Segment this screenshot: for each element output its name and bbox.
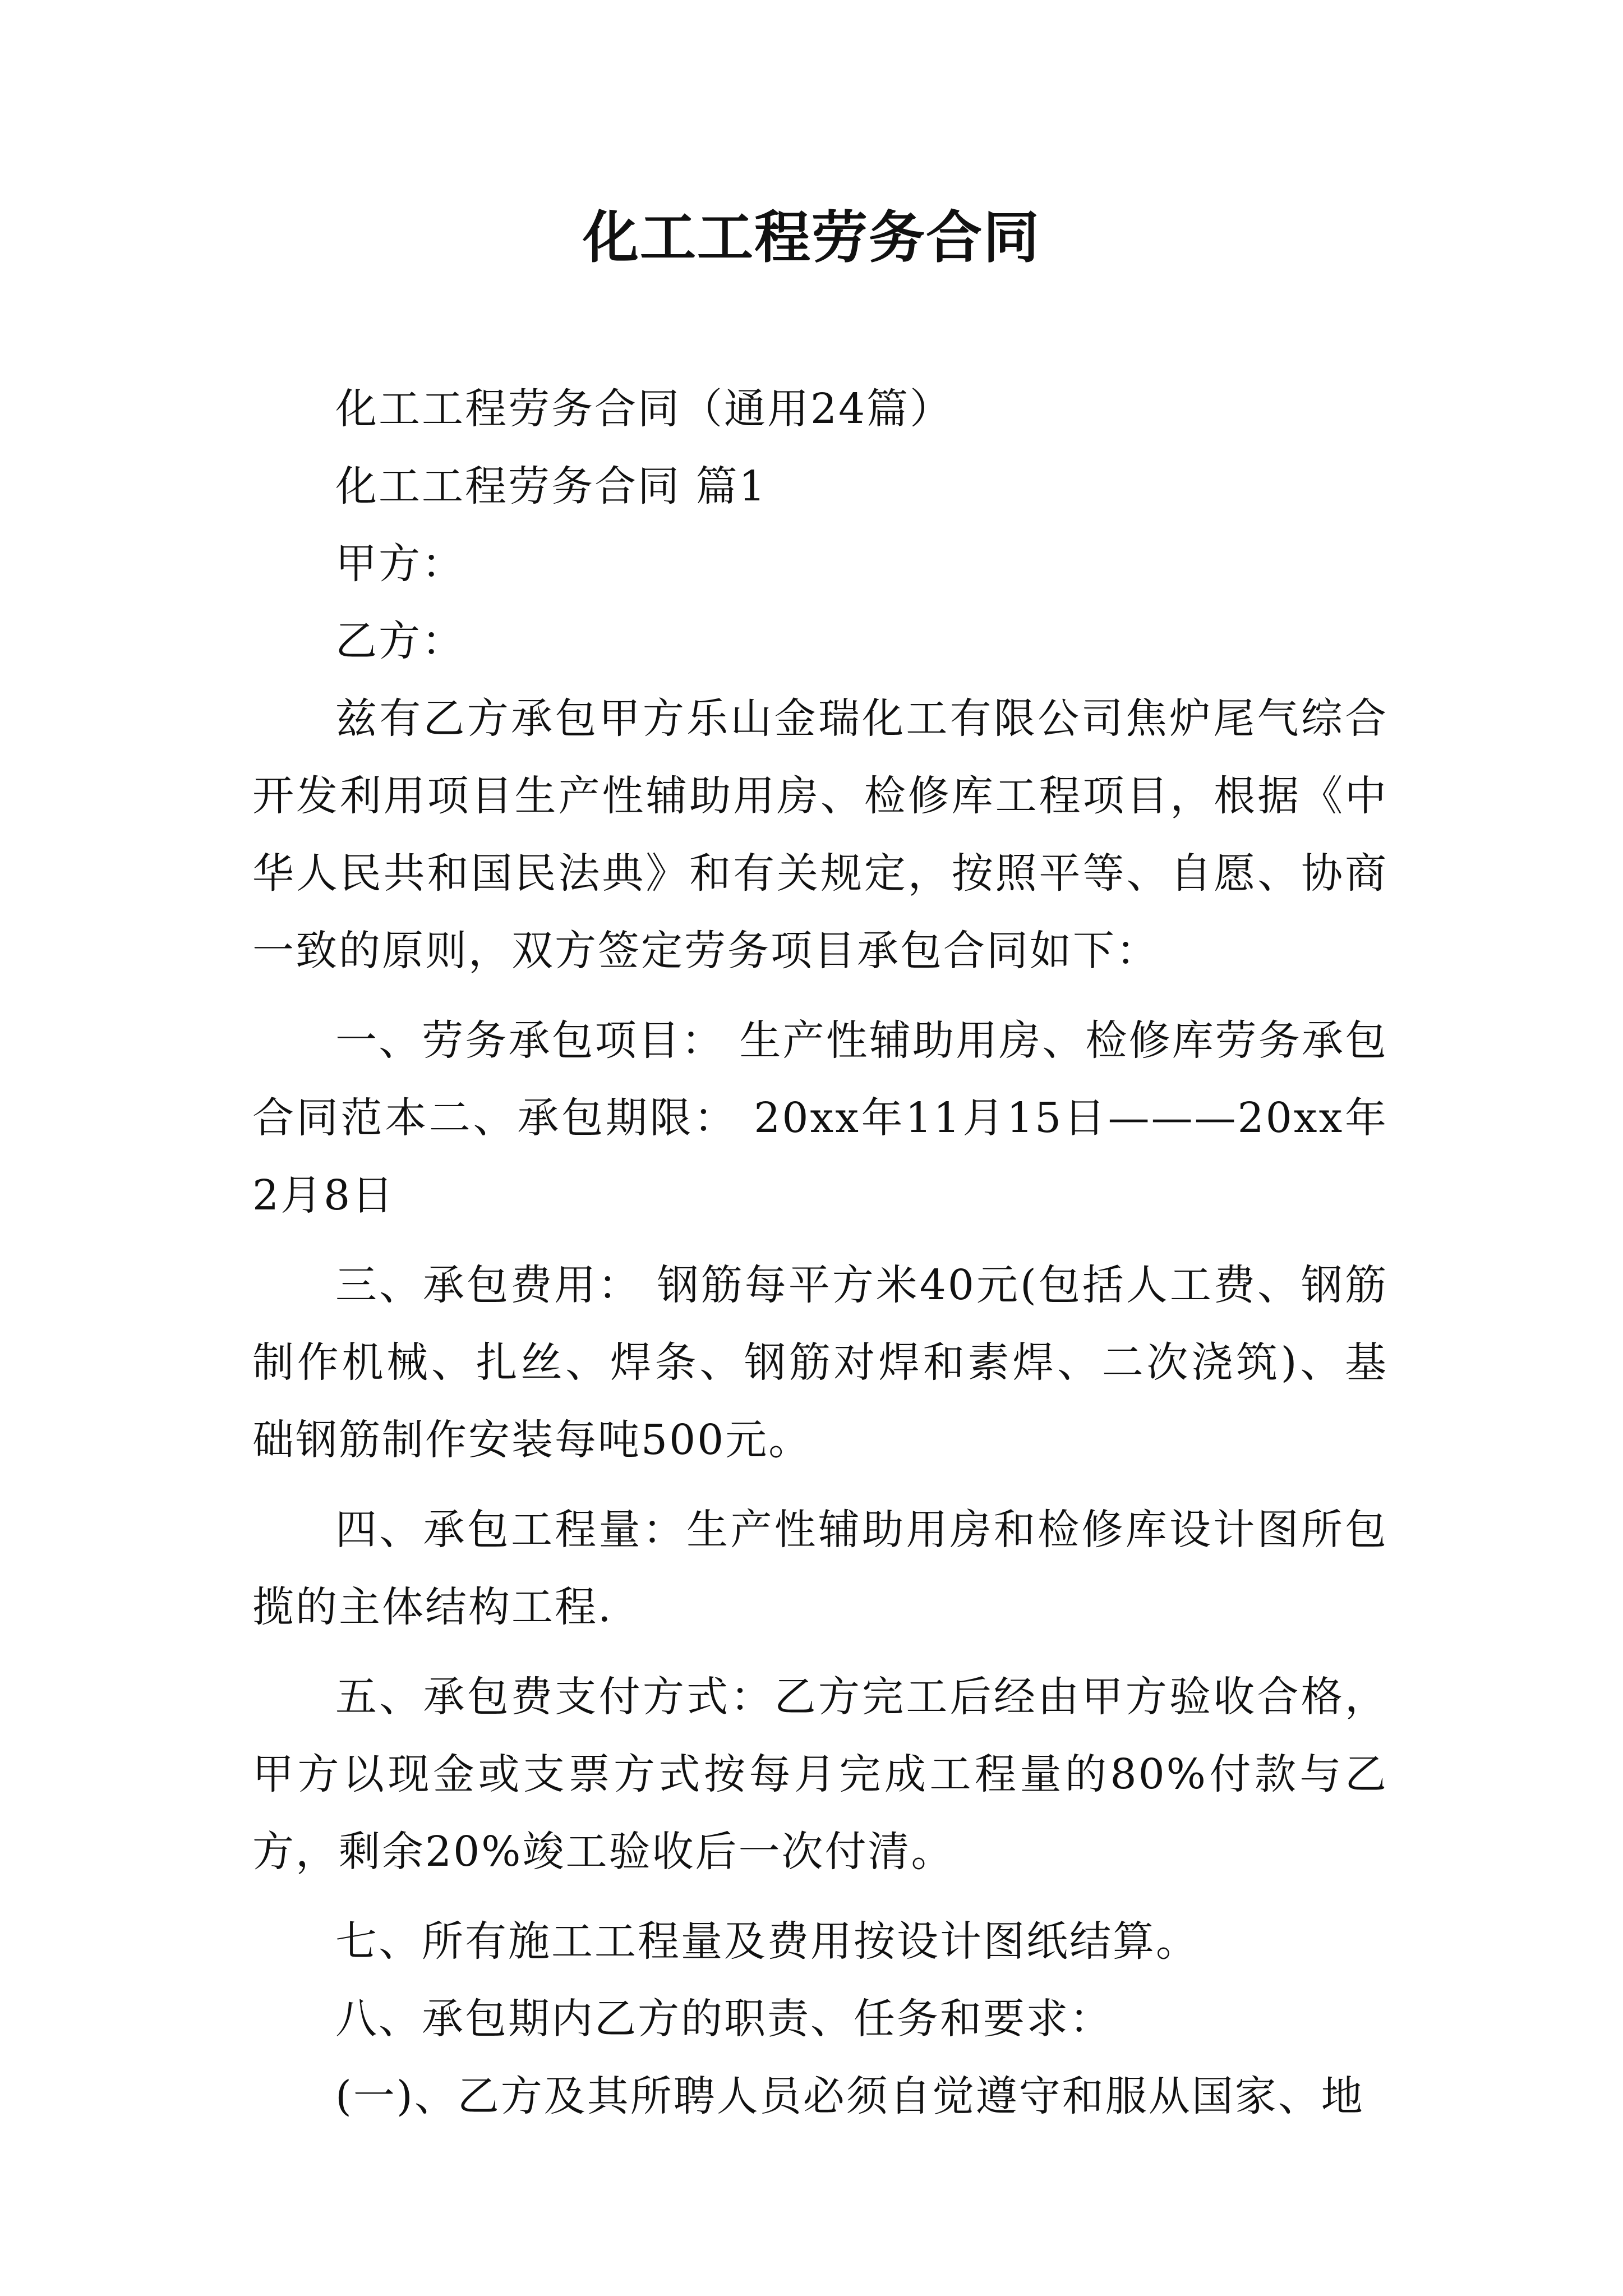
paragraph-clause-4: 四、承包工程量：生产性辅助用房和检修库设计图所包揽的主体结构工程. [252, 1506, 1388, 1631]
paragraph-section-heading: 化工工程劳务合同 篇1 [335, 462, 767, 510]
paragraph-preamble: 兹有乙方承包甲方乐山金瑞化工有限公司焦炉尾气综合开发利用项目生产性辅助用房、检修库工程项目，根据《中华人民共和国民法典》和有关规定，按照平等、自愿、协商一致的原则，双方签定劳务项目承包合同如下： [252, 694, 1388, 975]
document-body [252, 370, 1388, 2135]
document-title: 化工工程劳务合同 [583, 204, 1040, 270]
paragraph-clause-1: 一、劳务承包项目： 生产性辅助用房、检修库劳务承包合同范本二、承包期限： 20xx年11月15日———20xx年2月8日 [252, 1016, 1388, 1220]
paragraph-clause-3: 三、承包费用： 钢筋每平方米40元(包括人工费、钢筋制作机械、扎丝、焊条、钢筋对焊和素焊、二次浇筑)、基础钢筋制作安装每吨500元。 [252, 1261, 1388, 1464]
paragraph-clause-7: 七、所有施工工程量及费用按设计图纸结算。 [335, 1917, 1199, 1966]
paragraph-clause-8-1: (一)、乙方及其所聘人员必须自觉遵守和服从国家、地 [335, 2072, 1364, 2120]
paragraph-party-b: 乙方： [335, 617, 465, 665]
paragraph-party-a: 甲方： [335, 540, 465, 588]
paragraph-clause-8: 八、承包期内乙方的职责、任务和要求： [335, 1995, 1113, 2043]
paragraph-clause-5: 五、承包费支付方式：乙方完工后经由甲方验收合格，甲方以现金或支票方式按每月完成工程量的80%付款与乙方，剩余20%竣工验收后一次付清。 [252, 1673, 1388, 1876]
paragraph-subtitle: 化工工程劳务合同（通用24篇） [335, 385, 953, 433]
